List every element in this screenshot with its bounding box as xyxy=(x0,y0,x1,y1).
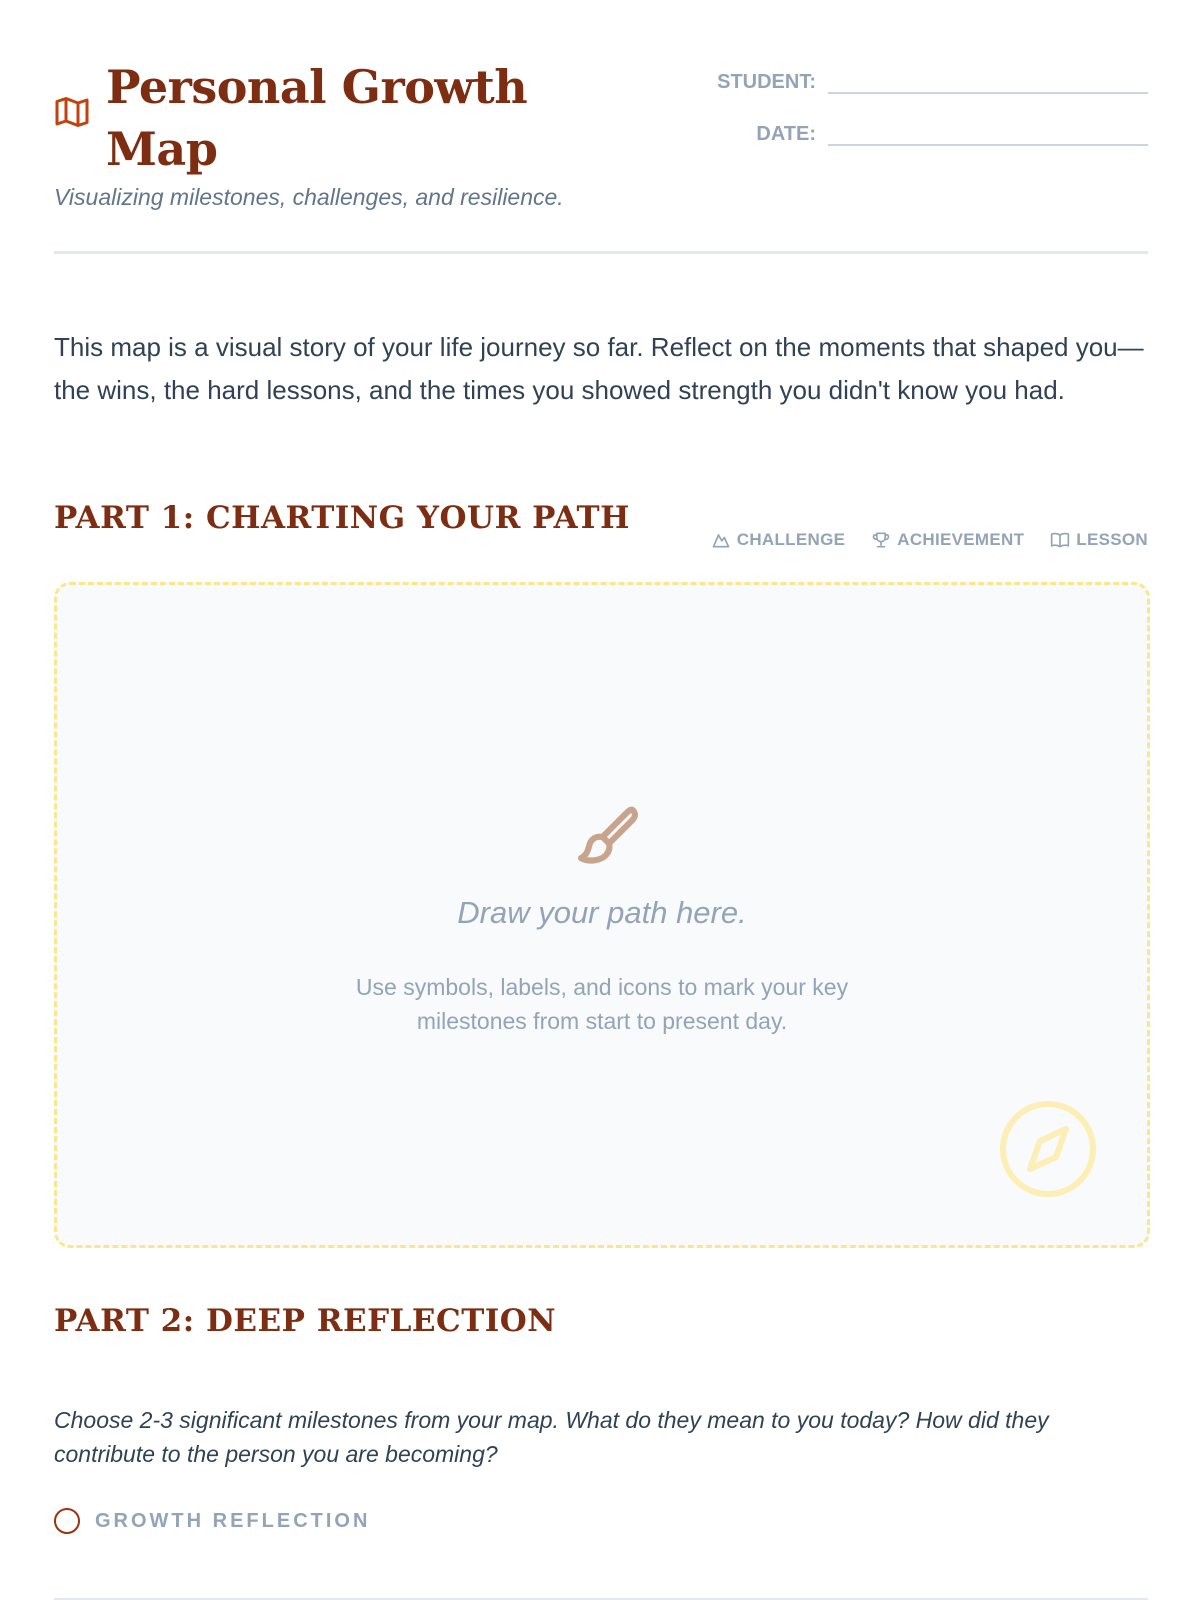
legend-label-challenge: CHALLENGE xyxy=(736,530,846,549)
drawing-canvas[interactable] xyxy=(54,582,1150,1248)
canvas-title: Draw your path here. xyxy=(457,895,747,930)
page-title: Personal Growth Map xyxy=(106,60,528,176)
book-open-icon xyxy=(1050,530,1070,550)
date-label: DATE: xyxy=(756,123,816,145)
growth-reflection-label: GROWTH REFLECTION xyxy=(95,1509,371,1532)
student-info xyxy=(688,60,1148,164)
legend-label-lesson: LESSON xyxy=(1076,530,1148,549)
mountain-icon xyxy=(711,530,731,550)
worksheet-page xyxy=(54,0,1148,1600)
student-label: STUDENT: xyxy=(717,71,816,93)
legend-item-achievement xyxy=(871,530,1024,550)
legend-item-challenge xyxy=(711,530,845,550)
header-divider xyxy=(54,251,1148,254)
reflection-prompt: Choose 2-3 significant milestones from your map. What do they mean to you today? How did they contribute to the person you are becoming? xyxy=(54,1407,1049,1467)
legend xyxy=(711,530,1148,550)
date-row xyxy=(688,112,1148,146)
legend-item-lesson xyxy=(1050,530,1148,550)
title-row xyxy=(54,56,546,180)
student-row xyxy=(688,60,1148,94)
paintbrush-icon xyxy=(566,798,648,880)
map-icon xyxy=(54,94,90,130)
part2-title: PART 2: DEEP REFLECTION xyxy=(54,1303,557,1339)
worksheet-header xyxy=(54,56,1148,256)
part1-title: PART 1: CHARTING YOUR PATH xyxy=(54,500,630,536)
growth-reflection-radio[interactable] xyxy=(54,1508,80,1534)
student-name-field[interactable] xyxy=(828,62,1148,94)
compass-icon xyxy=(998,1099,1098,1199)
intro-text: This map is a visual story of your life journey so far. Reflect on the moments that shaped you—the wins, the hard lessons, and the times you showed strength you didn't know you had. xyxy=(54,332,1144,405)
trophy-icon xyxy=(871,530,891,550)
legend-label-achievement: ACHIEVEMENT xyxy=(897,530,1025,549)
canvas-hint: Use symbols, labels, and icons to mark your key milestones from start to present day. xyxy=(355,974,849,1034)
page-subtitle: Visualizing milestones, challenges, and resilience. xyxy=(54,184,564,210)
date-field[interactable] xyxy=(828,114,1148,146)
growth-reflection-option[interactable] xyxy=(54,1508,370,1534)
